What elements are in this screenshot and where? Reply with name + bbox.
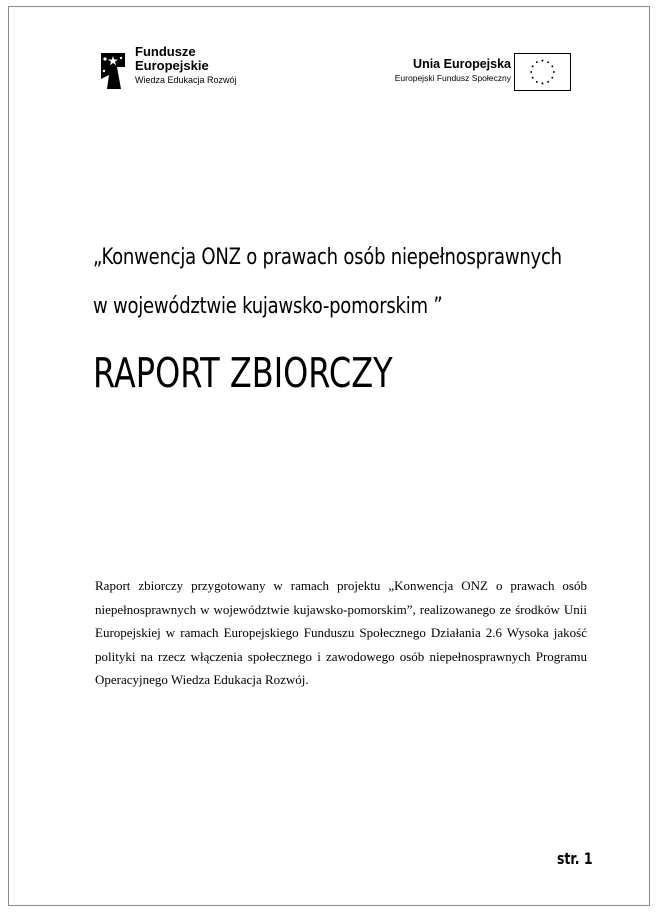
- fundusze-europejskie-logo: [95, 45, 295, 97]
- document-subtitle-line1: „Konwencja ONZ o prawach osób niepełnosprawnych: [93, 245, 562, 270]
- document-subtitle-line2: w województwie kujawsko-pomorskim ”: [93, 294, 443, 319]
- page-number: str. 1: [557, 849, 593, 868]
- eu-flag-icon: [514, 53, 571, 91]
- document-main-title: RAPORT ZBIORCZY: [93, 349, 393, 397]
- eu-subtitle: Europejski Fundusz Społeczny: [394, 73, 511, 83]
- fe-logo-line1: Fundusze: [135, 44, 196, 59]
- document-page: [8, 6, 650, 906]
- fundusze-europejskie-emblem-icon: [95, 49, 131, 93]
- fe-logo-line3: Wiedza Edukacja Rozwój: [135, 75, 237, 85]
- eu-logo: [371, 47, 581, 99]
- eu-title: Unia Europejska: [413, 57, 511, 71]
- body-paragraph: Raport zbiorczy przygotowany w ramach projektu „Konwencja ONZ o prawach osób niepełnosprawnych w województwie kujawsko-pomorskim”, realizowanego ze środków Unii Europejskiej w ramach Europejskiego Funduszu Społecznego Działania 2.6 Wysoka jakość polityki na rzecz włączenia społecznego i zawodowego osób niepełnosprawnych Programu Operacyjnego Wiedza Edukacja Rozwój.: [95, 578, 587, 688]
- fe-logo-line2: Europejskie: [135, 58, 209, 73]
